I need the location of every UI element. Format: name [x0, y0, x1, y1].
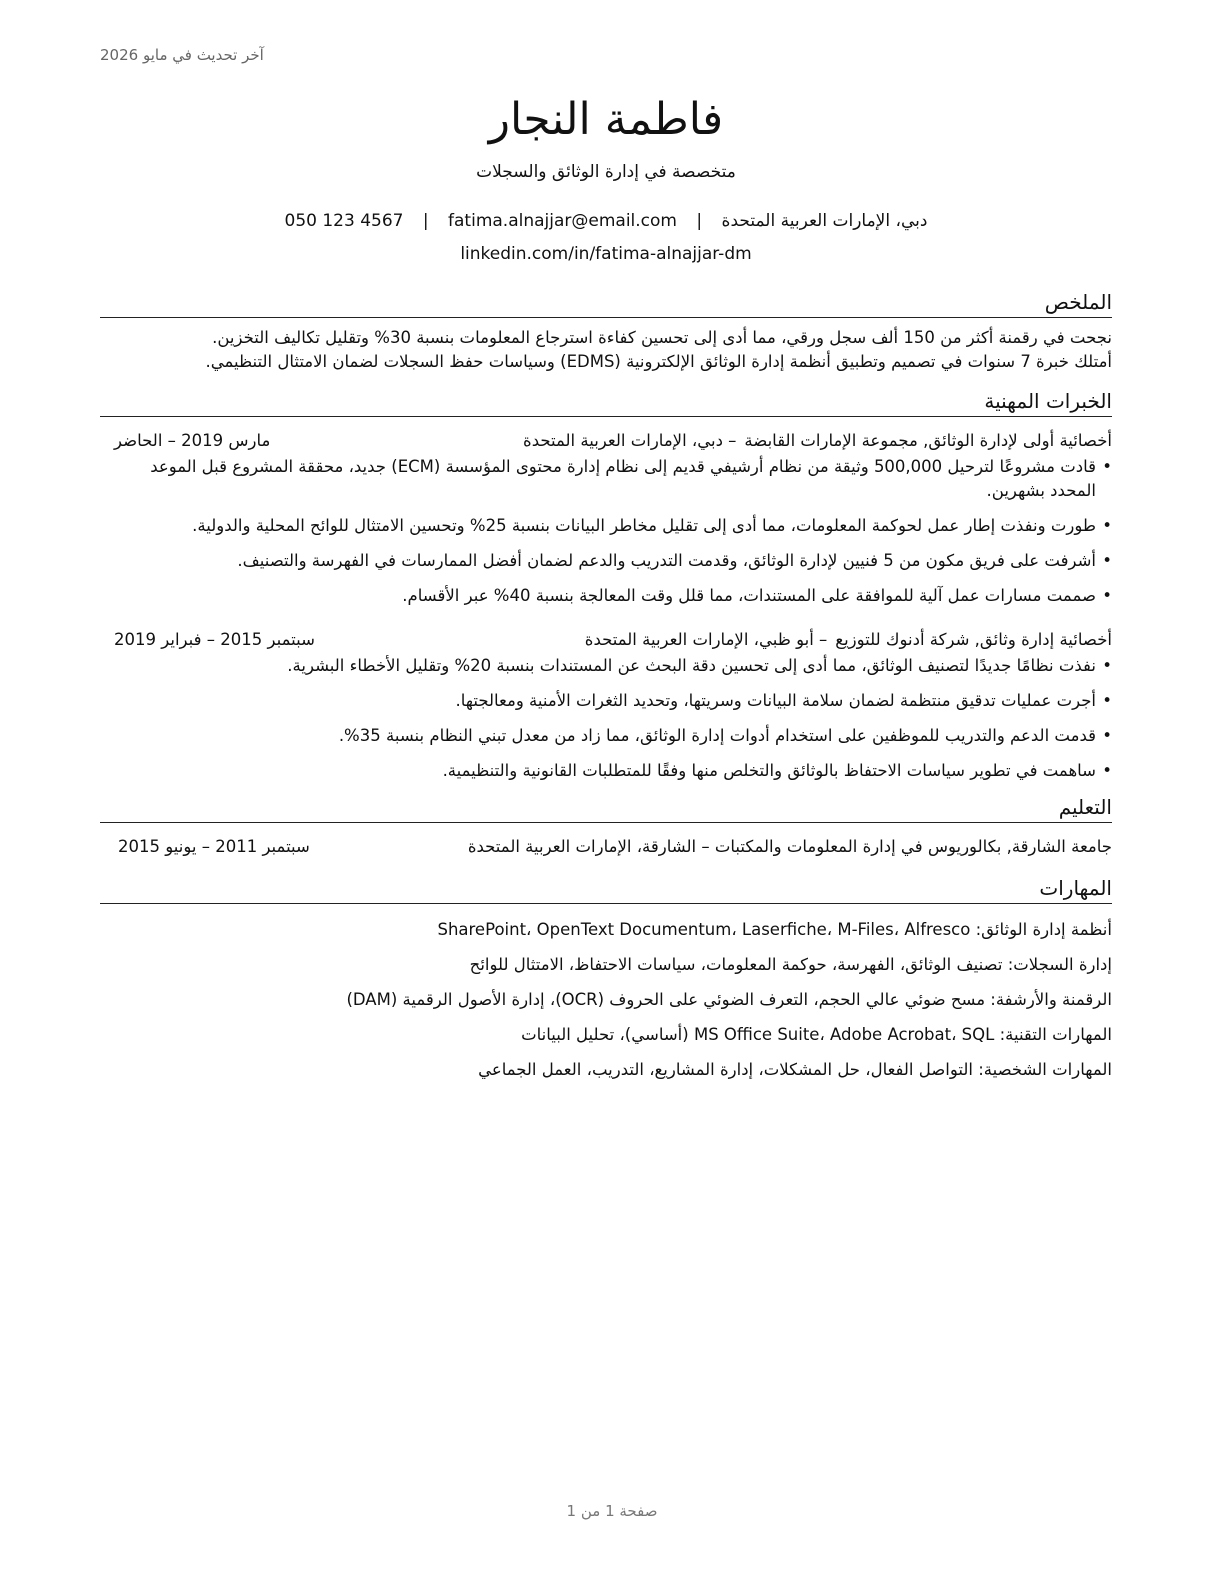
contact-email[interactable]: fatima.alnajjar@email.com	[448, 211, 677, 231]
bullet-icon: •	[1102, 761, 1112, 780]
summary-line: نجحت في رقمنة أكثر من 150 ألف سجل ورقي، مما أدى إلى تحسين كفاءة استرجاع المعلومات بنسبة 30% وتقليل تكاليف التخزين.	[212, 328, 1112, 347]
list-item: • أجرت عمليات تدقيق منتظمة لضمان سلامة البيانات وسريتها، وتحديد الثغرات الأمنية ومعالجتها.	[100, 689, 1112, 713]
contact-location: دبي، الإمارات العربية المتحدة	[721, 211, 928, 231]
job-dates: سبتمبر 2015 – فبراير 2019	[114, 630, 315, 649]
job-role: أخصائية أولى لإدارة الوثائق, مجموعة الإمارات القابضة	[744, 431, 1112, 450]
contact-linkedin-line	[100, 241, 1112, 267]
skill-line: الرقمنة والأرشفة: مسح ضوئي عالي الحجم، التعرف الضوئي على الحروف (OCR)، إدارة الأصول الرقمية (DAM)	[346, 990, 1112, 1009]
section-heading-summary: الملخص	[100, 289, 1112, 318]
summary-line: أمتلك خبرة 7 سنوات في تصميم وتطبيق أنظمة إدارة الوثائق الإلكترونية (EDMS) وسياسات حفظ السجلات لضمان الامتثال التنظيمي.	[205, 352, 1112, 371]
job-bullets	[100, 455, 1112, 608]
contact-separator: |	[696, 211, 703, 231]
section-heading-experience: الخبرات المهنية	[100, 388, 1112, 417]
skill-line: أنظمة إدارة الوثائق: SharePoint، OpenText Documentum، Laserfiche، M-Files، Alfresco	[437, 920, 1112, 939]
bullet-icon: •	[1102, 656, 1112, 675]
candidate-title: متخصصة في إدارة الوثائق والسجلات	[476, 162, 736, 182]
job-bullets	[100, 654, 1112, 783]
job-location: – دبي، الإمارات العربية المتحدة	[523, 431, 737, 450]
bullet-icon: •	[1102, 726, 1112, 745]
education-dates: سبتمبر 2011 – يونيو 2015	[118, 837, 310, 856]
bullet-icon: •	[1102, 516, 1112, 535]
education-text: جامعة الشارقة, بكالوريوس في إدارة المعلومات والمكتبات – الشارقة، الإمارات العربية المتحدة	[467, 837, 1112, 856]
contact-phone: 050 123 4567	[284, 211, 404, 231]
last-updated-note: آخر تحديث في مايو 2026	[100, 46, 264, 64]
list-item: • ساهمت في تطوير سياسات الاحتفاظ بالوثائق والتخلص منها وفقًا للمتطلبات القانونية والتنظيمية.	[100, 759, 1112, 783]
list-item: • أشرفت على فريق مكون من 5 فنيين لإدارة الوثائق، وقدمت التدريب والدعم لضمان أفضل الممارسات في الفهرسة والتصنيف.	[100, 549, 1112, 573]
bullet-icon: •	[1102, 691, 1112, 710]
job-header	[100, 429, 1112, 453]
section-heading-education: التعليم	[100, 794, 1112, 823]
contact-line	[100, 208, 1112, 234]
list-item: • قادت مشروعًا لترحيل 500,000 وثيقة من نظام أرشيفي قديم إلى نظام إدارة محتوى المؤسسة (ECM) جديد، محققة المشروع قبل الموعد المحدد بشهرين.	[150, 457, 1112, 500]
list-item: • قدمت الدعم والتدريب للموظفين على استخدام أدوات إدارة الوثائق، مما زاد من معدل تبني النظام بنسبة 35%.	[100, 724, 1112, 748]
resume-page	[100, 0, 1112, 1082]
section-heading-skills: المهارات	[100, 875, 1112, 904]
education-entry	[100, 835, 1112, 859]
skill-line: إدارة السجلات: تصنيف الوثائق، الفهرسة، حوكمة المعلومات، سياسات الاحتفاظ، الامتثال للوائح	[469, 955, 1112, 974]
candidate-name: فاطمة النجار	[488, 94, 724, 145]
bullet-icon: •	[1102, 551, 1112, 570]
job-location: – أبو ظبي، الإمارات العربية المتحدة	[584, 630, 828, 649]
list-item: • طورت ونفذت إطار عمل لحوكمة المعلومات، مما أدى إلى تقليل مخاطر البيانات بنسبة 25% وتحسين الامتثال للوائح المحلية والدولية.	[100, 514, 1112, 538]
skill-line: المهارات الشخصية: التواصل الفعال، حل المشكلات، إدارة المشاريع، التدريب، العمل الجماعي	[478, 1060, 1112, 1079]
contact-separator: |	[422, 211, 429, 231]
bullet-icon: •	[1102, 457, 1112, 476]
summary-text	[100, 326, 1112, 374]
list-item: • صممت مسارات عمل آلية للموافقة على المستندات، مما قلل وقت المعالجة بنسبة 40% عبر الأقسام.	[100, 584, 1112, 608]
job-header	[100, 628, 1112, 652]
bullet-icon: •	[1102, 586, 1112, 605]
contact-linkedin[interactable]: linkedin.com/in/fatima-alnajjar-dm	[460, 244, 752, 264]
job-dates: مارس 2019 – الحاضر	[114, 431, 271, 450]
job-role: أخصائية إدارة وثائق, شركة أدنوك للتوزيع	[835, 630, 1112, 649]
skill-line: المهارات التقنية: MS Office Suite، Adobe Acrobat، SQL (أساسي)، تحليل البيانات	[521, 1025, 1112, 1044]
page-number: صفحة 1 من 1	[566, 1502, 658, 1520]
list-item: • نفذت نظامًا جديدًا لتصنيف الوثائق، مما أدى إلى تحسين دقة البحث عن المستندات بنسبة 20% وتقليل الأخطاء البشرية.	[100, 654, 1112, 678]
